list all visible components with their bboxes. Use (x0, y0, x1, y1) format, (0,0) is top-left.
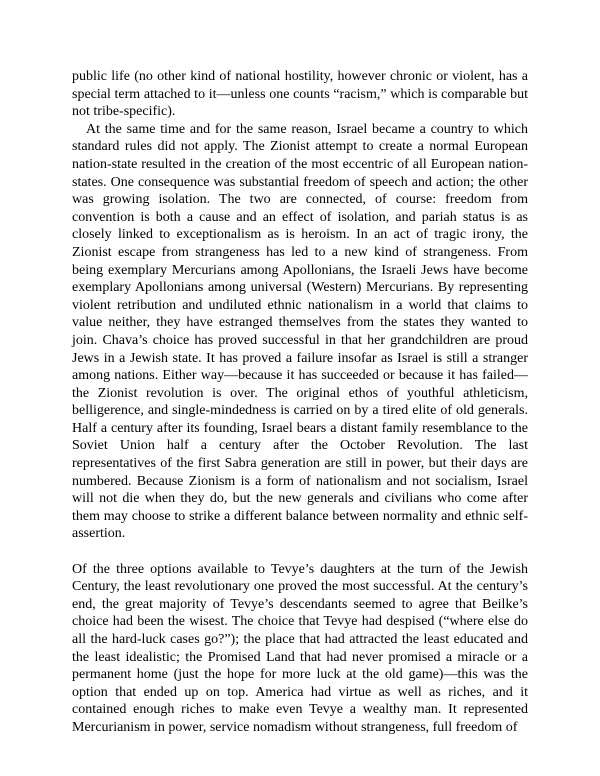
body-text (72, 68, 528, 737)
paragraph-israel-exceptionalism: At the same time and for the same reason, Israel became a country to which standard rules did not apply. The Zionist attempt to create a normal European nation-state resulted in the creation of the most eccentric of all European nation-states. One consequence was substantial freedom of speech and action; the other was growing isolation. The two are connected, of course: freedom from convention is both a cause and an effect of isolation, and pariah status is as closely linked to exceptionalism as is heroism. In an act of tragic irony, the Zionist escape from strangeness has led to a new kind of strangeness. From being exemplary Mercurians among Apollonians, the Israeli Jews have become exemplary Apollonians among universal (Western) Mercurians. By representing violent retribution and undiluted ethnic nationalism in a world that claims to value neither, they have estranged themselves from the states they wanted to join. Chava’s choice has proved successful in that her grandchildren are proud Jews in a Jewish state. It has proved a failure insofar as Israel is still a stranger among nations. Either way—because it has succeeded or because it has failed—the Zionist revolution is over. The original ethos of youthful athleticism, belligerence, and single-mindedness is carried on by a tired elite of old generals. Half a century after its founding, Israel bears a distant family resemblance to the Soviet Union half a century after the October Revolution. The last representatives of the first Sabra generation are still in power, but their days are numbered. Because Zionism is a form of nationalism and not socialism, Israel will not die when they do, but the new generals and civilians who come after them may choose to strike a different balance between normality and ethnic self-assertion. (72, 121, 528, 542)
paragraph-continuation: public life (no other kind of national hostility, however chronic or violent, has a special term attached to it—unless one counts “racism,” which is comparable but not tribe-specific). (72, 69, 528, 120)
paragraph-three-options: Of the three options available to Tevye’s daughters at the turn of the Jewish Century, the least revolutionary one proved the most successful. At the century’s end, the great majority of Tevye’s descendants seemed to agree that Beilke’s choice had been the wisest. The choice that Tevye had despised (“where else do all the hard-luck cases go?”); the place that had attracted the least educated and the least idealistic; the Promised Land that had never promised a miracle or a permanent home (just the hope for more luck at the old game)—this was the option that ended up on top. America had virtue as well as riches, and it contained enough riches to make even Tevye a wealthy man. It represented Mercurianism in power, service nomadism without strangeness, full freedom of (72, 561, 528, 735)
